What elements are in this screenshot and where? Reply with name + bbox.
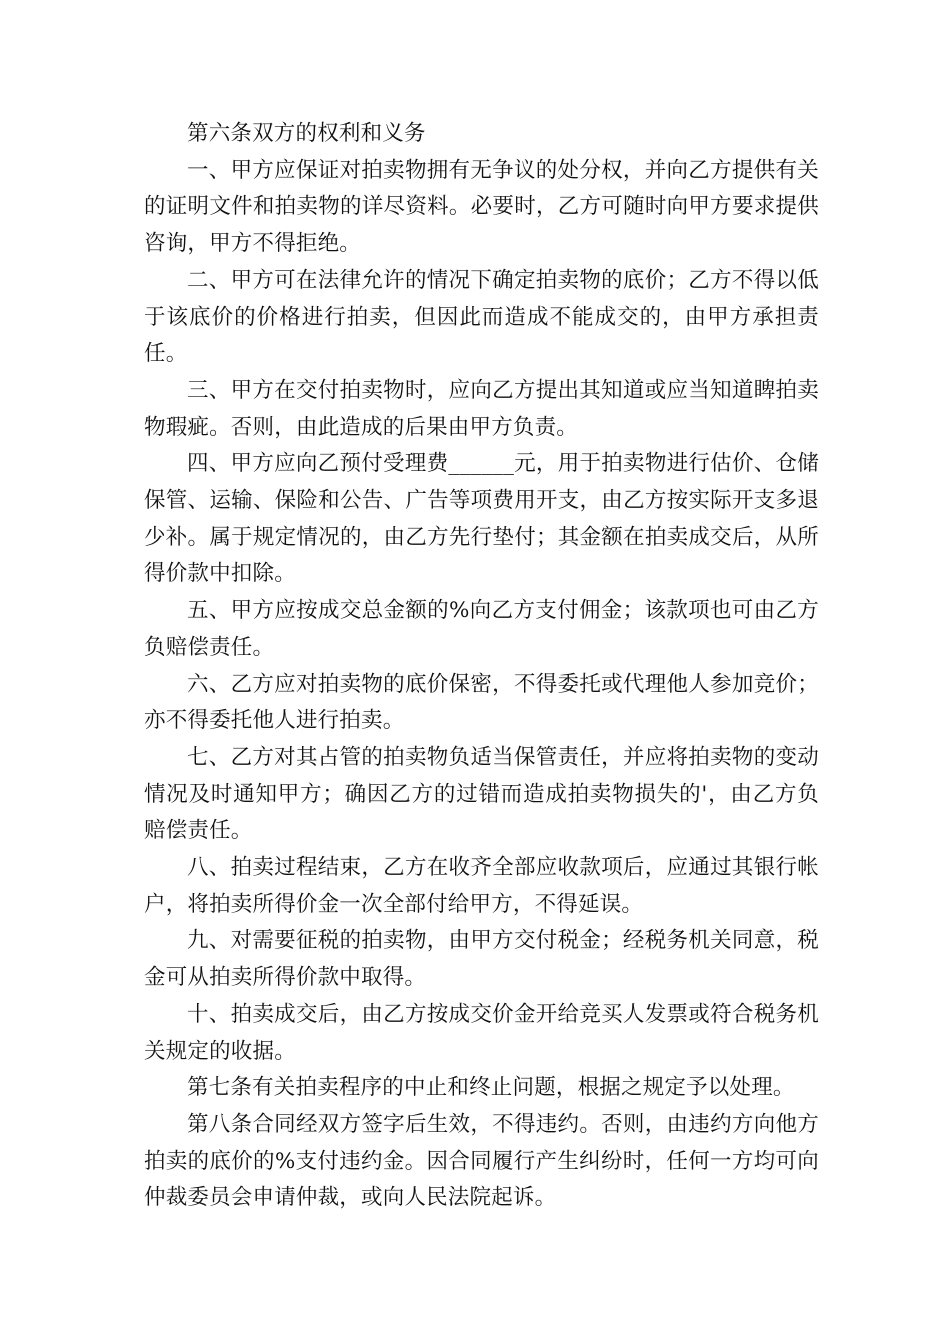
clause-6: 六、乙方应对拍卖物的底价保密，不得委托或代理他人参加竞价；亦不得委托他人进行拍卖。: [144, 671, 819, 734]
clause-10: 十、拍卖成交后，由乙方按成交价金开给竞买人发票或符合税务机关规定的收据。: [144, 1001, 819, 1064]
document-body: [144, 116, 819, 1217]
article-8: 第八条合同经双方签字后生效，不得违约。否则，由违约方向他方拍卖的底价的%支付违约金。因合同履行产生纠纷时，任何一方均可向仲裁委员会申请仲裁，或向人民法院起诉。: [144, 1111, 819, 1211]
clause-5: 五、甲方应按成交总金额的%向乙方支付佣金；该款项也可由乙方负赔偿责任。: [144, 598, 819, 660]
clause-7: 七、乙方对其占管的拍卖物负适当保管责任，并应将拍卖物的变动情况及时通知甲方；确因乙方的过错而造成拍卖物损失的'，由乙方负赔偿责任。: [144, 744, 819, 844]
article-6-heading: 第六条双方的权利和义务: [187, 121, 426, 146]
clause-4: 四、甲方应向乙预付受理费______元，用于拍卖物进行估价、仓储保管、运输、保险和公告、广告等项费用开支，由乙方按实际开支多退少补。属于规定情况的，由乙方先行垫付；其金额在拍卖成交后，从所得价款中扣除。: [144, 451, 819, 587]
clause-1: 一、甲方应保证对拍卖物拥有无争议的处分权，并向乙方提供有关的证明文件和拍卖物的详尽资料。必要时，乙方可随时向甲方要求提供咨询，甲方不得拒绝。: [144, 157, 819, 257]
clause-2: 二、甲方可在法律允许的情况下确定拍卖物的底价；乙方不得以低于该底价的价格进行拍卖，但因此而造成不能成交的，由甲方承担责任。: [144, 267, 819, 367]
clause-8: 八、拍卖过程结束，乙方在收齐全部应收款项后，应通过其银行帐户，将拍卖所得价金一次全部付给甲方，不得延误。: [144, 855, 819, 917]
clause-3: 三、甲方在交付拍卖物时，应向乙方提出其知道或应当知道睥拍卖物瑕疵。否则，由此造成的后果由甲方负责。: [144, 377, 819, 440]
article-7: 第七条有关拍卖程序的中止和终止问题，根据之规定予以处理。: [187, 1075, 795, 1101]
clause-9: 九、对需要征税的拍卖物，由甲方交付税金；经税务机关同意，税金可从拍卖所得价款中取得。: [144, 928, 819, 991]
